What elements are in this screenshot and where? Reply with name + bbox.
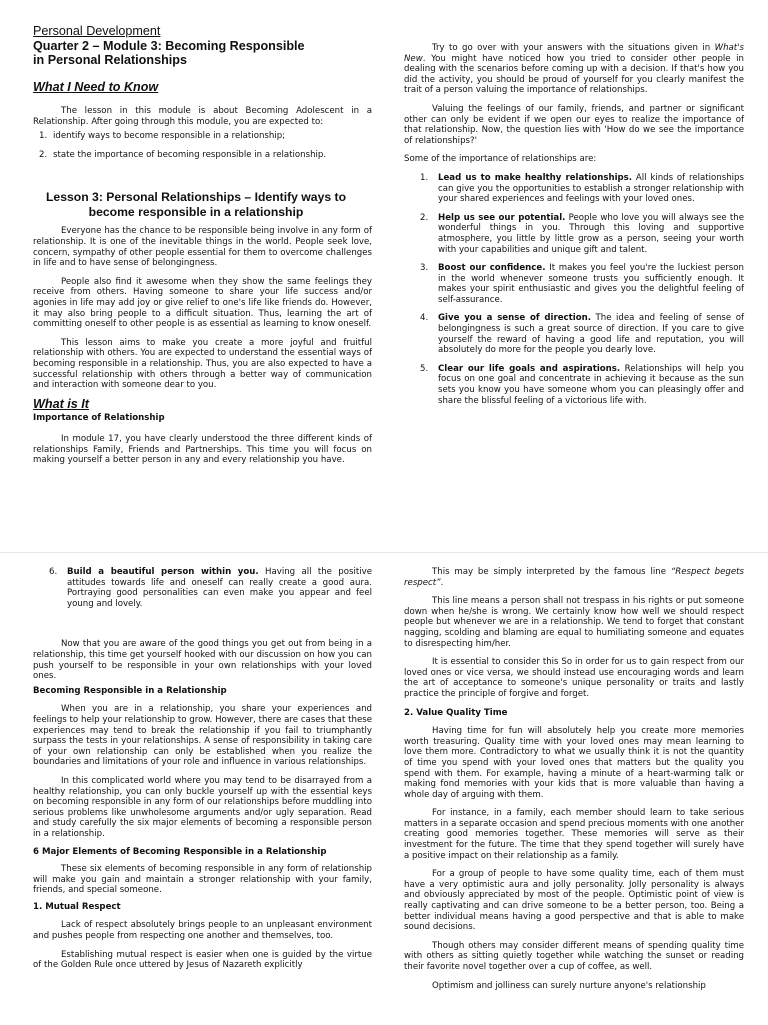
lesson-title: Lesson 3: Personal Relationships – Identify ways to become responsible in a relationship bbox=[45, 190, 347, 220]
valuing-paragraph: Valuing the feelings of our family, friends, and partner or significant other can only be evident if we open our eyes to realize the importance of that relationship. Now, the question lies with 'How do we see the importance of relationships?' bbox=[404, 103, 744, 146]
trespass-paragraph: This line means a person shall not trespass in his rights or put someone down when he/she is wrong. We certainly know how well we should respect people but whenever we are in a relationship. We tend to forget that constant nagging, scolding and blaming are equal to humiliating someone and equates to disrespecting him/her. bbox=[404, 596, 744, 649]
becoming-responsible-subheading: Becoming Responsible in a Relationship bbox=[33, 685, 227, 696]
left-column-top bbox=[33, 24, 372, 466]
essential-paragraph: It is essential to consider this So in order for us to gain respect from our loved ones or vice versa, we should instead use encouraging words and learn the art of acceptance to someone's unique personality or traits and lastly practice the principle of forgive and forget. bbox=[404, 657, 744, 699]
importance-item: 1. Lead us to make healthy relationships. All kinds of relationships can give you the opportunities to establish a stronger relationship with your shared experiences and feelings with your loved ones. bbox=[420, 172, 744, 205]
right-column-top bbox=[404, 43, 744, 406]
whats-new-paragraph: Try to go over with your answers with the situations given in What's New. You might have noticed how you tried to consider other people in dealing with the scenarios before coming up with a decision. If that's how you did the activity, you should be proud of yourself for you clearly manifest the trait of a person valuing the importance of relationships. bbox=[404, 43, 744, 96]
course-title: Personal Development bbox=[33, 24, 161, 38]
lesson-paragraph-3: This lesson aims to make you create a more joyful and fruitful relationship with others. You are expected to understand the essential ways of becoming responsible in a relationship. Thus, you are also expected to have a successful relationship with others through a better way of communication and interaction with someone dear to you. bbox=[33, 337, 372, 391]
what-i-need-to-know-heading: What I Need to Know bbox=[33, 79, 159, 94]
lesson-paragraph-2: People also find it awesome when they show the same feelings they receive from others. Having someone to share your life success and/or agonies in life may add joy or give relief to one's life like friends do. However, it may also bring people to a difficult situation. Thus, learning the art of committing oneself to other people is as essential as learning to know oneself. bbox=[33, 276, 372, 330]
importance-item: 3. Boost our confidence. It makes you feel you're the luckiest person in the world whenever someone trusts you sufficiently enough. It makes your spirit enthusiastic and gives you the delightful feeling of self-assurance. bbox=[420, 263, 744, 305]
module-title-line-1: Quarter 2 – Module 3: Becoming Responsible bbox=[33, 38, 305, 53]
jolly-paragraph: For a group of people to have some quality time, each of them must have a very optimistic aura and jolly personality. Jolly personality is always and obviously appreciated by most of the people. Optimistic point of view is really captivating and can drive someone to be a better person, too. Being a better individual means having a good perspective and that is able to make sound decisions. bbox=[404, 869, 744, 933]
importance-list-continued bbox=[33, 567, 372, 609]
right-column-bottom bbox=[404, 567, 744, 991]
what-is-it-heading: What is It bbox=[33, 396, 89, 411]
sharing-paragraph: When you are in a relationship, you share your experiences and feelings to help your relationship to grow. However, there are cases that these experiences may tend to break the relationship if you fail to triumphantly surpass the tests in your relationships. A sense of responsibility in taking care of your own relationship can only be established when you realize the boundaries and limitations of your role and influence in various relationships. bbox=[33, 704, 372, 768]
importance-item: 2. Help us see our potential. People who love you will always see the wonderful things in you. Through this loving and supportive atmosphere, you little by little grow as a person, seeing your worth with your capabilities and unique gift and talent. bbox=[420, 212, 744, 255]
left-column-bottom bbox=[33, 567, 372, 971]
lesson-paragraph-1: Everyone has the chance to be responsible being involve in any form of relationship. It is one of the inevitable things in the world. People seek love, concern, sympathy of other people essential for them to overcome challenges in life and to have sense of belongingness. bbox=[33, 226, 372, 269]
importance-item: 6. Build a beautiful person within you. Having all the positive attitudes towards life and oneself can really create a good aura. Portraying good personalities can even make you appear and feel young and lovely. bbox=[49, 567, 372, 609]
what-is-it-paragraph: In module 17, you have clearly understood the three different kinds of relationships Family, Friends and Partnerships. This time you will focus on making yourself a better person in any and every relationship you have. bbox=[33, 433, 372, 466]
complicated-world-paragraph: In this complicated world where you may tend to be disarrayed from a healthy relationship, you can only buckle yourself up with the essential keys on becoming responsible in any form of our relationships before muddling into serious problems like unwholesome arguments and/or ugly separation. Read and study carefully the six major elements of becoming a responsible person in a relationship. bbox=[33, 775, 372, 839]
optimism-paragraph: Optimism and jolliness can surely nurture anyone's relationship bbox=[432, 980, 706, 991]
page-bottom bbox=[0, 552, 768, 1025]
six-elements-paragraph: These six elements of becoming responsible in any form of relationship will make you gain and maintain a stronger relationship with your family, friends, and special someone. bbox=[33, 864, 372, 896]
quality-time-subheading: 2. Value Quality Time bbox=[404, 707, 508, 718]
objective-item: 2. state the importance of becoming responsible in a relationship. bbox=[39, 149, 327, 160]
need-to-know-intro: The lesson in this module is about Becoming Adolescent in a Relationship. After going through this module, you are expected to: bbox=[33, 106, 372, 127]
others-paragraph: Though others may consider different means of spending quality time with others as sitting quietly together while watching the sunset or reading their favorite novel together over a cup of coffee, as well. bbox=[404, 940, 744, 972]
quality-time-paragraph: Having time for fun will absolutely help you create more memories worth treasuring. Quality time with your loved ones may mean learning to love them more. Contradictory to what we usually think it is not the quantity of time you spend with your loved ones that matters but the quality you spend with them. For example, having a minute of a heart-warming talk or making fond memories with your kids that is more valuable than having a whole day of arguing with them. bbox=[404, 726, 744, 800]
respect-begets-respect-paragraph: This may be simply interpreted by the famous line “Respect begets respect”. bbox=[404, 567, 744, 588]
six-elements-subheading: 6 Major Elements of Becoming Responsible in a Relationship bbox=[33, 847, 327, 858]
transition-paragraph: Now that you are aware of the good things you get out from being in a relationship, this time get yourself hooked with our discussion on how you can push yourself to be responsible in your own relationships with your loved ones. bbox=[33, 639, 372, 682]
importance-subheading: Importance of Relationship bbox=[33, 413, 165, 424]
mutual-respect-subheading: 1. Mutual Respect bbox=[33, 901, 121, 912]
golden-rule-paragraph: Establishing mutual respect is easier when one is guided by the virtue of the Golden Rule once uttered by Jesus of Nazareth explicitly bbox=[33, 949, 372, 971]
importance-item: 4. Give you a sense of direction. The idea and feeling of sense of belongingness is such a great source of direction. If you care to give yourself the reward of having a good life and reputation, you will absolutely do more for the people you dearly love. bbox=[420, 313, 744, 356]
lack-of-respect-paragraph: Lack of respect absolutely brings people to an unpleasant environment and pushes people from respecting one another and themselves, too. bbox=[33, 920, 372, 942]
family-paragraph: For instance, in a family, each member should learn to take serious matters in a separate occasion and spend precious moments with one another creating good memories together. These memories will serve as their investment for the future. The time that they spend together will surely have a positive impact on their relationship as a family. bbox=[404, 808, 744, 861]
objective-item: 1. identify ways to become responsible in a relationship; bbox=[39, 131, 286, 142]
importance-item: 5. Clear our life goals and aspirations. Relationships will help you focus on one goal and concentrate in achieving it because as the sun sets you know you have someone whom you can pleasingly offer and share the blissful feeling of a victorious life with. bbox=[420, 363, 744, 406]
objectives-list bbox=[33, 131, 372, 160]
module-title-line-2: in Personal Relationships bbox=[33, 53, 187, 67]
importance-list-intro: Some of the importance of relationships are: bbox=[404, 154, 597, 165]
importance-list bbox=[404, 173, 744, 406]
